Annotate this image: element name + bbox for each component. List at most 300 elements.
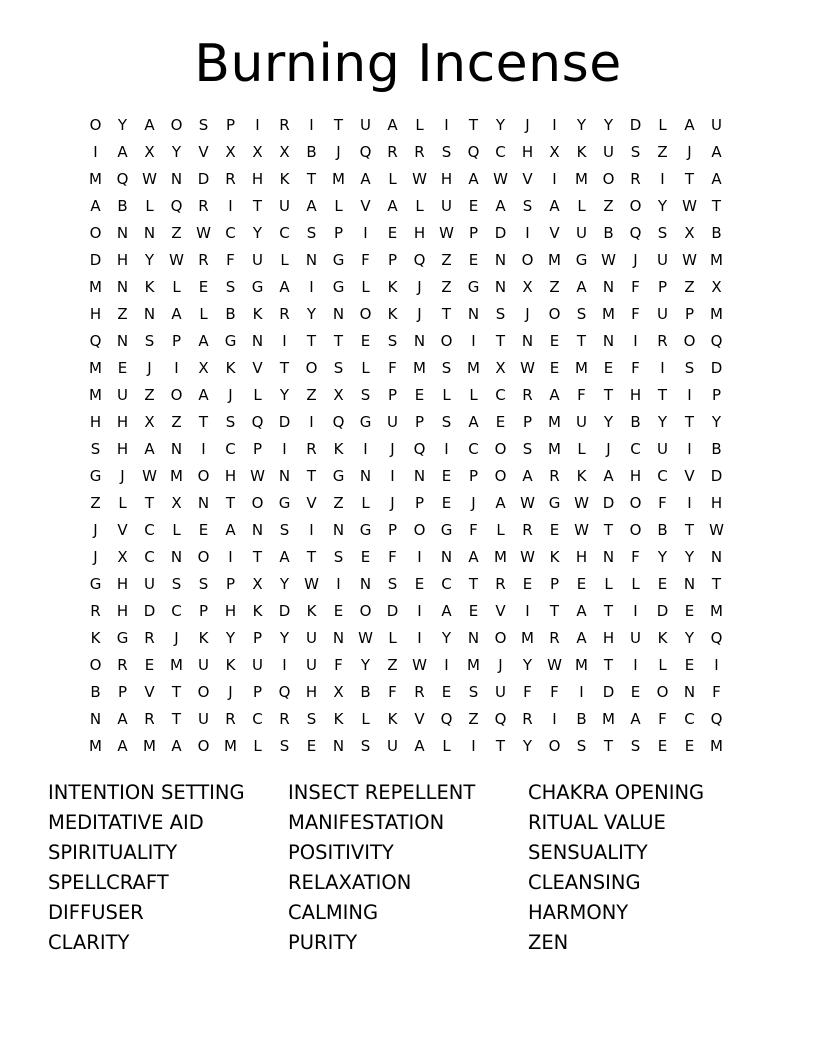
grid-letter[interactable]: Z [90, 494, 101, 512]
grid-letter[interactable]: U [630, 629, 641, 647]
grid-letter[interactable]: R [522, 710, 533, 728]
grid-letter[interactable]: D [656, 602, 669, 620]
grid-letter[interactable]: R [279, 305, 290, 323]
grid-letter[interactable]: W [439, 224, 454, 242]
grid-letter[interactable]: J [471, 494, 476, 512]
grid-letter[interactable]: E [144, 656, 155, 674]
grid-letter[interactable]: V [198, 143, 209, 161]
grid-letter[interactable]: G [332, 467, 345, 485]
grid-letter[interactable]: N [170, 548, 183, 566]
grid-letter[interactable]: S [630, 143, 641, 161]
grid-letter[interactable]: I [255, 116, 260, 134]
grid-letter[interactable]: I [444, 656, 449, 674]
grid-letter[interactable]: O [89, 656, 102, 674]
grid-letter[interactable]: A [711, 143, 722, 161]
grid-letter[interactable]: G [224, 332, 237, 350]
grid-letter[interactable]: L [253, 737, 262, 755]
grid-letter[interactable]: H [629, 467, 642, 485]
grid-letter[interactable]: C [144, 521, 155, 539]
grid-letter[interactable]: S [441, 359, 452, 377]
grid-letter[interactable]: E [198, 521, 209, 539]
grid-letter[interactable]: A [468, 548, 479, 566]
grid-letter[interactable]: L [199, 305, 208, 323]
grid-letter[interactable]: I [309, 521, 314, 539]
grid-letter[interactable]: X [711, 278, 722, 296]
grid-letter[interactable]: O [197, 467, 210, 485]
grid-letter[interactable]: I [309, 413, 314, 431]
grid-letter[interactable]: J [417, 278, 422, 296]
grid-letter[interactable]: A [171, 305, 182, 323]
grid-letter[interactable]: M [602, 305, 615, 323]
grid-letter[interactable]: U [711, 116, 722, 134]
grid-letter[interactable]: Z [603, 197, 614, 215]
grid-letter[interactable]: S [225, 413, 236, 431]
grid-letter[interactable]: Y [657, 548, 668, 566]
grid-letter[interactable]: P [387, 521, 398, 539]
grid-letter[interactable]: U [657, 251, 668, 269]
grid-letter[interactable]: P [387, 251, 398, 269]
grid-letter[interactable]: H [413, 224, 426, 242]
grid-letter[interactable]: E [684, 737, 695, 755]
grid-letter[interactable]: V [252, 359, 263, 377]
grid-letter[interactable]: R [414, 683, 425, 701]
grid-letter[interactable]: M [710, 602, 723, 620]
grid-letter[interactable]: I [336, 575, 341, 593]
grid-letter[interactable]: A [90, 197, 101, 215]
grid-letter[interactable]: S [522, 440, 533, 458]
grid-letter[interactable]: F [631, 305, 640, 323]
grid-letter[interactable]: I [444, 116, 449, 134]
grid-letter[interactable]: C [441, 575, 452, 593]
grid-letter[interactable]: O [494, 440, 507, 458]
grid-letter[interactable]: W [574, 521, 589, 539]
grid-letter[interactable]: I [444, 440, 449, 458]
grid-letter[interactable]: W [412, 656, 427, 674]
grid-letter[interactable]: N [143, 305, 156, 323]
grid-letter[interactable]: A [279, 548, 290, 566]
grid-letter[interactable]: Y [711, 413, 722, 431]
grid-letter[interactable]: G [575, 251, 588, 269]
grid-letter[interactable]: Y [225, 629, 236, 647]
grid-letter[interactable]: S [630, 737, 641, 755]
grid-letter[interactable]: C [225, 224, 236, 242]
grid-letter[interactable]: S [90, 440, 101, 458]
grid-letter[interactable]: M [602, 710, 615, 728]
grid-letter[interactable]: A [576, 278, 587, 296]
grid-letter[interactable]: U [252, 251, 263, 269]
grid-letter[interactable]: L [658, 116, 667, 134]
grid-letter[interactable]: G [332, 278, 345, 296]
grid-letter[interactable]: E [468, 197, 479, 215]
grid-letter[interactable]: X [522, 278, 533, 296]
grid-letter[interactable]: J [390, 440, 395, 458]
grid-letter[interactable]: R [225, 710, 236, 728]
grid-letter[interactable]: A [198, 332, 209, 350]
grid-letter[interactable]: W [142, 170, 157, 188]
grid-letter[interactable]: K [144, 278, 155, 296]
grid-letter[interactable]: E [414, 575, 425, 593]
grid-letter[interactable]: L [577, 197, 586, 215]
grid-letter[interactable]: T [306, 467, 317, 485]
grid-letter[interactable]: N [494, 251, 507, 269]
grid-letter[interactable]: H [116, 413, 129, 431]
grid-letter[interactable]: W [520, 548, 535, 566]
grid-letter[interactable]: B [225, 305, 236, 323]
grid-letter[interactable]: D [386, 602, 399, 620]
grid-letter[interactable]: G [251, 278, 264, 296]
grid-letter[interactable]: D [629, 116, 642, 134]
grid-letter[interactable]: N [116, 224, 129, 242]
grid-letter[interactable]: J [687, 143, 692, 161]
grid-letter[interactable]: H [116, 575, 129, 593]
grid-letter[interactable]: L [631, 575, 640, 593]
grid-letter[interactable]: Z [306, 386, 317, 404]
grid-letter[interactable]: F [631, 548, 640, 566]
grid-letter[interactable]: R [522, 386, 533, 404]
grid-letter[interactable]: L [172, 521, 181, 539]
grid-letter[interactable]: I [201, 440, 206, 458]
grid-letter[interactable]: S [576, 305, 587, 323]
grid-letter[interactable]: M [575, 656, 588, 674]
grid-letter[interactable]: M [467, 359, 480, 377]
grid-letter[interactable]: R [549, 629, 560, 647]
grid-letter[interactable]: Y [306, 305, 317, 323]
grid-letter[interactable]: W [493, 170, 508, 188]
grid-letter[interactable]: D [278, 602, 291, 620]
grid-letter[interactable]: Y [441, 629, 452, 647]
grid-letter[interactable]: J [633, 251, 638, 269]
grid-letter[interactable]: K [333, 710, 344, 728]
grid-letter[interactable]: L [577, 440, 586, 458]
grid-letter[interactable]: U [657, 440, 668, 458]
grid-letter[interactable]: T [468, 116, 479, 134]
grid-letter[interactable]: F [712, 683, 721, 701]
grid-letter[interactable]: P [684, 305, 695, 323]
grid-letter[interactable]: S [441, 413, 452, 431]
grid-letter[interactable]: O [602, 170, 615, 188]
grid-letter[interactable]: W [304, 575, 319, 593]
grid-letter[interactable]: G [332, 251, 345, 269]
grid-letter[interactable]: J [525, 305, 530, 323]
grid-letter[interactable]: M [89, 386, 102, 404]
grid-letter[interactable]: E [360, 548, 371, 566]
grid-letter[interactable]: O [197, 737, 210, 755]
grid-letter[interactable]: O [548, 305, 561, 323]
grid-letter[interactable]: Y [495, 116, 506, 134]
grid-letter[interactable]: O [359, 305, 372, 323]
grid-letter[interactable]: N [251, 521, 264, 539]
grid-letter[interactable]: C [144, 548, 155, 566]
grid-letter[interactable]: H [710, 494, 723, 512]
grid-letter[interactable]: E [468, 602, 479, 620]
grid-letter[interactable]: O [629, 197, 642, 215]
grid-letter[interactable]: F [226, 251, 235, 269]
grid-letter[interactable]: M [89, 278, 102, 296]
grid-letter[interactable]: A [171, 737, 182, 755]
grid-letter[interactable]: E [441, 467, 452, 485]
grid-letter[interactable]: L [361, 710, 370, 728]
grid-letter[interactable]: D [197, 170, 210, 188]
grid-letter[interactable]: G [89, 575, 102, 593]
grid-letter[interactable]: N [116, 332, 129, 350]
grid-letter[interactable]: E [657, 737, 668, 755]
grid-letter[interactable]: P [468, 467, 479, 485]
grid-letter[interactable]: A [468, 170, 479, 188]
grid-letter[interactable]: L [172, 278, 181, 296]
grid-letter[interactable]: W [520, 359, 535, 377]
grid-letter[interactable]: Y [144, 251, 155, 269]
grid-letter[interactable]: I [282, 656, 287, 674]
grid-letter[interactable]: I [714, 656, 719, 674]
grid-letter[interactable]: R [387, 143, 398, 161]
grid-letter[interactable]: Y [684, 629, 695, 647]
grid-letter[interactable]: C [279, 224, 290, 242]
grid-letter[interactable]: S [495, 305, 506, 323]
grid-letter[interactable]: T [711, 575, 722, 593]
grid-letter[interactable]: M [710, 305, 723, 323]
grid-letter[interactable]: F [334, 656, 343, 674]
grid-letter[interactable]: S [360, 737, 371, 755]
grid-letter[interactable]: V [414, 710, 425, 728]
grid-letter[interactable]: O [629, 521, 642, 539]
grid-letter[interactable]: L [253, 386, 262, 404]
grid-letter[interactable]: E [495, 413, 506, 431]
grid-letter[interactable]: P [117, 683, 128, 701]
grid-letter[interactable]: O [548, 737, 561, 755]
grid-letter[interactable]: J [525, 116, 530, 134]
grid-letter[interactable]: Y [171, 143, 182, 161]
grid-letter[interactable]: A [144, 116, 155, 134]
grid-letter[interactable]: N [278, 467, 291, 485]
grid-letter[interactable]: A [279, 278, 290, 296]
grid-letter[interactable]: G [89, 467, 102, 485]
grid-letter[interactable]: M [710, 251, 723, 269]
grid-letter[interactable]: X [333, 386, 344, 404]
grid-letter[interactable]: N [683, 683, 696, 701]
grid-letter[interactable]: A [684, 116, 695, 134]
grid-letter[interactable]: X [117, 548, 128, 566]
grid-letter[interactable]: U [576, 413, 587, 431]
grid-letter[interactable]: T [306, 332, 317, 350]
grid-letter[interactable]: U [603, 143, 614, 161]
grid-letter[interactable]: R [414, 143, 425, 161]
grid-letter[interactable]: U [117, 386, 128, 404]
grid-letter[interactable]: L [361, 494, 370, 512]
grid-letter[interactable]: E [549, 359, 560, 377]
grid-letter[interactable]: V [495, 602, 506, 620]
grid-letter[interactable]: X [549, 143, 560, 161]
grid-letter[interactable]: T [279, 359, 290, 377]
grid-letter[interactable]: S [279, 521, 290, 539]
grid-letter[interactable]: N [116, 278, 129, 296]
grid-letter[interactable]: K [225, 656, 236, 674]
grid-letter[interactable]: T [576, 332, 587, 350]
grid-letter[interactable]: A [360, 170, 371, 188]
grid-letter[interactable]: I [309, 278, 314, 296]
grid-letter[interactable]: N [332, 305, 345, 323]
grid-letter[interactable]: M [494, 548, 507, 566]
grid-letter[interactable]: J [606, 440, 611, 458]
grid-letter[interactable]: W [574, 494, 589, 512]
grid-letter[interactable]: R [279, 116, 290, 134]
grid-letter[interactable]: S [684, 359, 695, 377]
grid-letter[interactable]: I [363, 440, 368, 458]
grid-letter[interactable]: T [684, 413, 695, 431]
grid-letter[interactable]: M [575, 359, 588, 377]
grid-letter[interactable]: Y [603, 116, 614, 134]
grid-letter[interactable]: Q [170, 197, 183, 215]
grid-letter[interactable]: R [279, 710, 290, 728]
grid-letter[interactable]: B [306, 143, 317, 161]
grid-letter[interactable]: B [117, 197, 128, 215]
grid-letter[interactable]: Z [171, 224, 182, 242]
grid-letter[interactable]: S [144, 332, 155, 350]
grid-letter[interactable]: F [388, 548, 397, 566]
grid-letter[interactable]: H [224, 602, 237, 620]
grid-letter[interactable]: E [630, 683, 641, 701]
grid-letter[interactable]: D [278, 413, 291, 431]
grid-letter[interactable]: I [93, 143, 98, 161]
grid-letter[interactable]: F [388, 683, 397, 701]
grid-letter[interactable]: W [547, 656, 562, 674]
grid-letter[interactable]: H [116, 602, 129, 620]
grid-letter[interactable]: Q [332, 413, 345, 431]
grid-letter[interactable]: S [171, 575, 182, 593]
grid-letter[interactable]: O [359, 602, 372, 620]
grid-letter[interactable]: K [279, 170, 290, 188]
grid-letter[interactable]: R [225, 170, 236, 188]
grid-letter[interactable]: T [495, 332, 506, 350]
grid-letter[interactable]: B [657, 521, 668, 539]
grid-letter[interactable]: Q [710, 710, 723, 728]
grid-letter[interactable]: S [522, 197, 533, 215]
grid-letter[interactable]: T [144, 494, 155, 512]
grid-letter[interactable]: X [225, 143, 236, 161]
grid-letter[interactable]: R [630, 170, 641, 188]
grid-letter[interactable]: I [660, 359, 665, 377]
grid-letter[interactable]: Q [116, 170, 129, 188]
grid-letter[interactable]: I [552, 116, 557, 134]
grid-letter[interactable]: Z [387, 656, 398, 674]
grid-letter[interactable]: T [495, 737, 506, 755]
grid-letter[interactable]: S [306, 224, 317, 242]
grid-letter[interactable]: F [631, 359, 640, 377]
grid-letter[interactable]: T [306, 170, 317, 188]
grid-letter[interactable]: U [387, 413, 398, 431]
grid-letter[interactable]: Y [279, 386, 290, 404]
grid-letter[interactable]: W [709, 521, 724, 539]
grid-letter[interactable]: I [228, 197, 233, 215]
grid-letter[interactable]: V [117, 521, 128, 539]
grid-letter[interactable]: M [89, 170, 102, 188]
grid-letter[interactable]: K [306, 602, 317, 620]
grid-letter[interactable]: T [603, 602, 614, 620]
grid-letter[interactable]: T [333, 332, 344, 350]
grid-letter[interactable]: F [550, 683, 559, 701]
grid-letter[interactable]: E [117, 359, 128, 377]
grid-letter[interactable]: K [198, 629, 209, 647]
grid-letter[interactable]: T [252, 197, 263, 215]
grid-letter[interactable]: N [467, 305, 480, 323]
grid-letter[interactable]: I [417, 548, 422, 566]
grid-letter[interactable]: L [442, 737, 451, 755]
grid-letter[interactable]: G [278, 494, 291, 512]
grid-letter[interactable]: U [576, 224, 587, 242]
grid-letter[interactable]: N [521, 332, 534, 350]
grid-letter[interactable]: T [657, 386, 668, 404]
grid-letter[interactable]: V [549, 224, 560, 242]
grid-letter[interactable]: I [471, 737, 476, 755]
grid-letter[interactable]: U [441, 197, 452, 215]
grid-letter[interactable]: G [440, 521, 453, 539]
grid-letter[interactable]: M [710, 737, 723, 755]
grid-letter[interactable]: H [575, 548, 588, 566]
grid-letter[interactable]: H [602, 629, 615, 647]
grid-letter[interactable]: G [359, 413, 372, 431]
grid-letter[interactable]: I [633, 332, 638, 350]
grid-letter[interactable]: T [252, 548, 263, 566]
grid-letter[interactable]: P [468, 224, 479, 242]
grid-letter[interactable]: T [603, 737, 614, 755]
grid-letter[interactable]: A [495, 197, 506, 215]
grid-letter[interactable]: B [90, 683, 101, 701]
grid-letter[interactable]: I [660, 170, 665, 188]
grid-letter[interactable]: O [521, 251, 534, 269]
grid-letter[interactable]: S [360, 386, 371, 404]
grid-letter[interactable]: P [225, 116, 236, 134]
grid-letter[interactable]: E [549, 332, 560, 350]
grid-letter[interactable]: A [549, 197, 560, 215]
grid-letter[interactable]: M [89, 359, 102, 377]
grid-letter[interactable]: R [198, 251, 209, 269]
grid-letter[interactable]: E [198, 278, 209, 296]
grid-letter[interactable]: M [548, 440, 561, 458]
grid-letter[interactable]: U [306, 629, 317, 647]
grid-letter[interactable]: M [143, 737, 156, 755]
grid-letter[interactable]: I [687, 494, 692, 512]
grid-letter[interactable]: O [89, 116, 102, 134]
grid-letter[interactable]: H [116, 440, 129, 458]
grid-letter[interactable]: X [198, 359, 209, 377]
grid-letter[interactable]: T [441, 305, 452, 323]
grid-letter[interactable]: A [468, 413, 479, 431]
grid-letter[interactable]: P [252, 683, 263, 701]
grid-letter[interactable]: W [142, 467, 157, 485]
grid-letter[interactable]: S [657, 224, 668, 242]
grid-letter[interactable]: F [523, 683, 532, 701]
grid-letter[interactable]: Q [413, 251, 426, 269]
grid-letter[interactable]: J [228, 683, 233, 701]
grid-letter[interactable]: P [711, 386, 722, 404]
grid-letter[interactable]: W [682, 251, 697, 269]
grid-letter[interactable]: I [363, 224, 368, 242]
grid-letter[interactable]: A [117, 143, 128, 161]
grid-letter[interactable]: X [684, 224, 695, 242]
grid-letter[interactable]: M [170, 467, 183, 485]
grid-letter[interactable]: Y [279, 629, 290, 647]
grid-letter[interactable]: R [144, 629, 155, 647]
grid-letter[interactable]: L [442, 386, 451, 404]
grid-letter[interactable]: K [225, 359, 236, 377]
grid-letter[interactable]: J [498, 656, 503, 674]
grid-letter[interactable]: I [417, 602, 422, 620]
grid-letter[interactable]: N [332, 629, 345, 647]
grid-letter[interactable]: T [171, 710, 182, 728]
grid-letter[interactable]: Q [710, 332, 723, 350]
grid-letter[interactable]: I [282, 440, 287, 458]
grid-letter[interactable]: I [309, 116, 314, 134]
grid-letter[interactable]: P [333, 224, 344, 242]
